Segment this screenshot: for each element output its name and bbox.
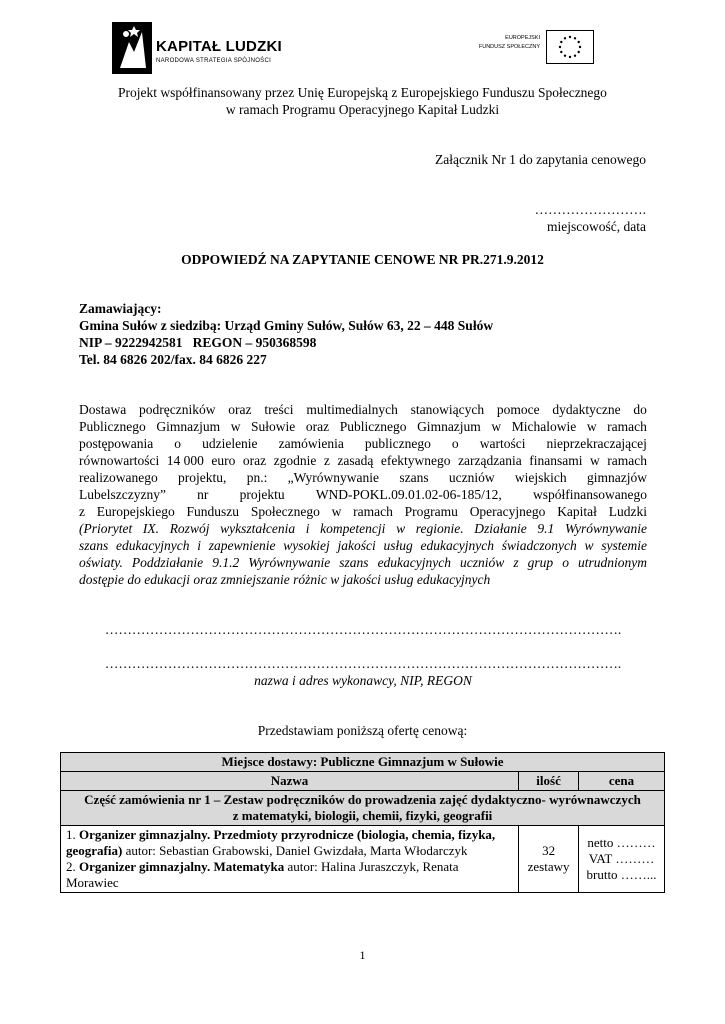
- kapital-ludzki-subtitle: NARODOWA STRATEGIA SPÓJNOŚCI: [156, 58, 272, 64]
- order-description: [79, 401, 647, 588]
- description-line: [79, 435, 647, 452]
- description-word: usług: [383, 538, 413, 553]
- description-word: Programu: [404, 504, 458, 519]
- table-row: [61, 826, 665, 893]
- description-word: ramach: [607, 453, 647, 468]
- description-word: do: [633, 402, 647, 417]
- description-word: postępowania: [79, 436, 154, 451]
- description-word: Poddziałanie: [131, 555, 204, 570]
- description-word: z: [323, 453, 330, 468]
- description-word: Wyrównywanie: [248, 555, 331, 570]
- description-word: euro: [211, 453, 236, 468]
- contractor-dots-2: …………………………………………………………………………………………………….: [104, 656, 622, 671]
- description-word: Europejskiego: [96, 504, 175, 519]
- kapital-ludzki-mark-icon: [112, 22, 152, 74]
- delivery-place: Miejsce dostawy: Publiczne Gimnazjum w Sułowie: [61, 753, 665, 772]
- description-word: 14 000: [166, 453, 204, 468]
- efs-logo-text: EUROPEJSKI FUNDUSZ SPOŁECZNY: [478, 35, 540, 50]
- list-item: 1. Organizer gimnazjalny. Przedmioty przyrodnicze (biologia, chemia, fizyka, geografia) autor: Sebastian Grabowski, Daniel Gwizdała, Marta Włodarczyk: [66, 827, 496, 858]
- description-word: jakości: [337, 538, 376, 553]
- description-word: i: [197, 538, 201, 553]
- price-vat: VAT ………: [588, 851, 655, 866]
- header-row: [61, 772, 665, 791]
- description-word: „Wyrównywanie: [287, 470, 380, 485]
- description-word: Michalowie: [511, 419, 577, 434]
- eu-flag-icon: [546, 30, 594, 64]
- document-title: ODPOWIEDŹ NA ZAPYTANIE CENOWE NR PR.271.9.2012: [181, 252, 544, 267]
- description-word: pomoce: [496, 402, 540, 417]
- description-word: stanowiących: [410, 402, 485, 417]
- description-word: szans: [79, 538, 109, 553]
- project-funding-note: Projekt współfinansowany przez Unię Europejską z Europejskiego Funduszu Społecznego w ramach Programu Operacyjnego Kapitał Ludzki: [118, 85, 607, 117]
- description-word: treści: [264, 402, 294, 417]
- description-word: Operacyjnego: [469, 504, 546, 519]
- offer-table: [60, 752, 665, 893]
- description-word: IX.: [142, 521, 160, 536]
- description-line: [79, 486, 647, 503]
- description-word: Dostawa: [79, 402, 127, 417]
- place-date-dots: …………………….: [534, 202, 646, 217]
- description-word: realizowanego: [79, 470, 158, 485]
- kapital-ludzki-logo: [112, 20, 282, 76]
- description-word: utrudnionym: [577, 555, 647, 570]
- description-word: i: [305, 521, 310, 536]
- description-word: edukacyjnych: [377, 555, 452, 570]
- description-word: multimedialnych: [306, 402, 398, 417]
- description-word: Działanie: [474, 521, 527, 536]
- description-word: w: [491, 419, 502, 434]
- price-brutto: brutto ……...: [586, 867, 657, 882]
- description-word: ramach: [353, 504, 393, 519]
- description-word: szans: [339, 555, 369, 570]
- description-word: (Priorytet: [79, 521, 133, 536]
- description-word: kompetencji: [320, 521, 386, 536]
- description-word: o: [451, 436, 459, 451]
- description-word: oraz: [228, 402, 252, 417]
- description-word: o: [562, 555, 569, 570]
- description-word: Społecznego: [250, 504, 320, 519]
- description-word: w: [590, 453, 600, 468]
- buyer-phone: Tel. 84 6826 202/fax. 84 6826 227: [79, 352, 267, 367]
- description-word: publicznego: [364, 436, 431, 451]
- description-word: systemie: [601, 538, 647, 553]
- quantity-cell: 32 zestawy: [519, 826, 579, 893]
- place-date-label: miejscowość, data: [547, 219, 646, 234]
- description-word: ramach: [607, 419, 647, 434]
- description-line: [79, 554, 647, 571]
- part-row: [61, 791, 665, 826]
- description-word: z: [79, 504, 85, 519]
- description-word: wykształcenia: [220, 521, 296, 536]
- buyer-ids: NIP – 9222942581 REGON – 950368598: [79, 335, 317, 350]
- description-word: zgodnie: [273, 453, 317, 468]
- description-line: [79, 537, 647, 554]
- description-word: w: [396, 521, 406, 536]
- description-word: wysokiej: [283, 538, 330, 553]
- page-number: 1: [359, 948, 366, 962]
- description-word: pn.:: [246, 470, 268, 485]
- description-line-last: dostępie do edukacji oraz zmniejszanie różnic w jakości usług edukacyjnych: [79, 572, 491, 587]
- description-word: udzielenie: [202, 436, 258, 451]
- description-word: w: [584, 538, 594, 553]
- description-word: Publicznego: [339, 419, 407, 434]
- description-word: podręczników: [139, 402, 216, 417]
- description-word: nr: [197, 487, 209, 502]
- description-word: efektywnego: [380, 453, 451, 468]
- description-word: Publicznego: [79, 419, 146, 434]
- item-list: [61, 826, 519, 893]
- description-word: wiejskich: [514, 470, 567, 485]
- contractor-label: nazwa i adres wykonawcy, NIP, REGON: [254, 673, 472, 688]
- description-word: oraz: [305, 419, 330, 434]
- description-word: gimnazjów: [586, 470, 647, 485]
- description-word: współfinansowanego: [533, 487, 647, 502]
- description-word: edukacyjnych: [420, 538, 494, 553]
- description-word: Wyrównywanie: [564, 521, 647, 536]
- description-word: Funduszu: [186, 504, 240, 519]
- description-word: zasadą: [337, 453, 374, 468]
- place-date-block: [535, 201, 646, 235]
- description-line: [79, 503, 647, 520]
- col-price-header: cena: [579, 772, 665, 791]
- delivery-row: [61, 753, 665, 772]
- description-word: równowartości: [79, 453, 160, 468]
- description-word: Lubelszczyzny”: [79, 487, 166, 502]
- description-word: projektu,: [178, 470, 227, 485]
- contractor-dots-1: …………………………………………………………………………………………………….: [104, 622, 622, 637]
- description-word: Ludzki: [608, 504, 647, 519]
- description-word: 9.1.2: [212, 555, 240, 570]
- description-word: oraz: [242, 453, 267, 468]
- description-word: wartości: [479, 436, 526, 451]
- description-word: 9.1: [537, 521, 555, 536]
- description-word: w: [586, 419, 597, 434]
- description-word: Sułowie: [251, 419, 296, 434]
- buyer-address: Gmina Sułów z siedzibą: Urząd Gminy Sułów, Sułów 63, 22 – 448 Sułów: [79, 318, 494, 333]
- description-word: Rozwój: [169, 521, 210, 536]
- description-word: o: [174, 436, 182, 451]
- description-word: finansami: [529, 453, 583, 468]
- description-word: szans: [399, 470, 429, 485]
- efs-logo: [472, 30, 594, 68]
- description-word: uczniów: [460, 555, 505, 570]
- price-cell: [579, 826, 665, 893]
- description-word: zarządzania: [458, 453, 522, 468]
- description-word: Kapitał: [557, 504, 597, 519]
- description-line: [79, 452, 647, 469]
- col-name-header: Nazwa: [61, 772, 519, 791]
- offer-intro: Przedstawiam poniższą ofertę cenową:: [257, 723, 468, 738]
- description-line: [79, 401, 647, 418]
- list-item: 2. Organizer gimnazjalny. Matematyka autor: Halina Juraszczyk, Renata Morawiec: [66, 859, 459, 890]
- description-word: z: [513, 555, 519, 570]
- description-word: projektu: [239, 487, 285, 502]
- description-word: świadczonych: [501, 538, 577, 553]
- description-word: regionie.: [415, 521, 464, 536]
- description-word: w: [230, 419, 241, 434]
- description-line: [79, 520, 647, 537]
- description-word: WND-POKL.09.01.02-06-185/12,: [315, 487, 502, 502]
- description-word: w: [331, 504, 342, 519]
- contractor-block: [79, 621, 647, 689]
- description-word: edukacyjnych: [116, 538, 190, 553]
- buyer-heading: Zamawiający:: [79, 301, 162, 316]
- col-qty-header: ilość: [519, 772, 579, 791]
- annex-label: Załącznik Nr 1 do zapytania cenowego: [434, 152, 646, 167]
- description-word: nieprzekraczającej: [546, 436, 647, 451]
- description-word: Gimnazjum: [156, 419, 221, 434]
- description-word: zapewnienie: [208, 538, 276, 553]
- description-word: uczniów: [448, 470, 495, 485]
- description-word: oświaty.: [79, 555, 123, 570]
- description-line: [79, 469, 647, 486]
- description-word: Gimnazjum: [417, 419, 481, 434]
- price-netto: netto ………: [587, 835, 656, 850]
- kapital-ludzki-title: KAPITAŁ LUDZKI: [156, 38, 282, 55]
- order-part-title: Część zamówienia nr 1 – Zestaw podręczników do prowadzenia zajęć dydaktyczno- wyrównawczych z matematyki, biologii, chemii, fizyki, geografii: [61, 791, 665, 826]
- buyer-block: [79, 300, 493, 368]
- description-word: grup: [527, 555, 554, 570]
- description-line: [79, 418, 647, 435]
- description-word: dydaktyczne: [552, 402, 621, 417]
- description-word: zamówienia: [278, 436, 344, 451]
